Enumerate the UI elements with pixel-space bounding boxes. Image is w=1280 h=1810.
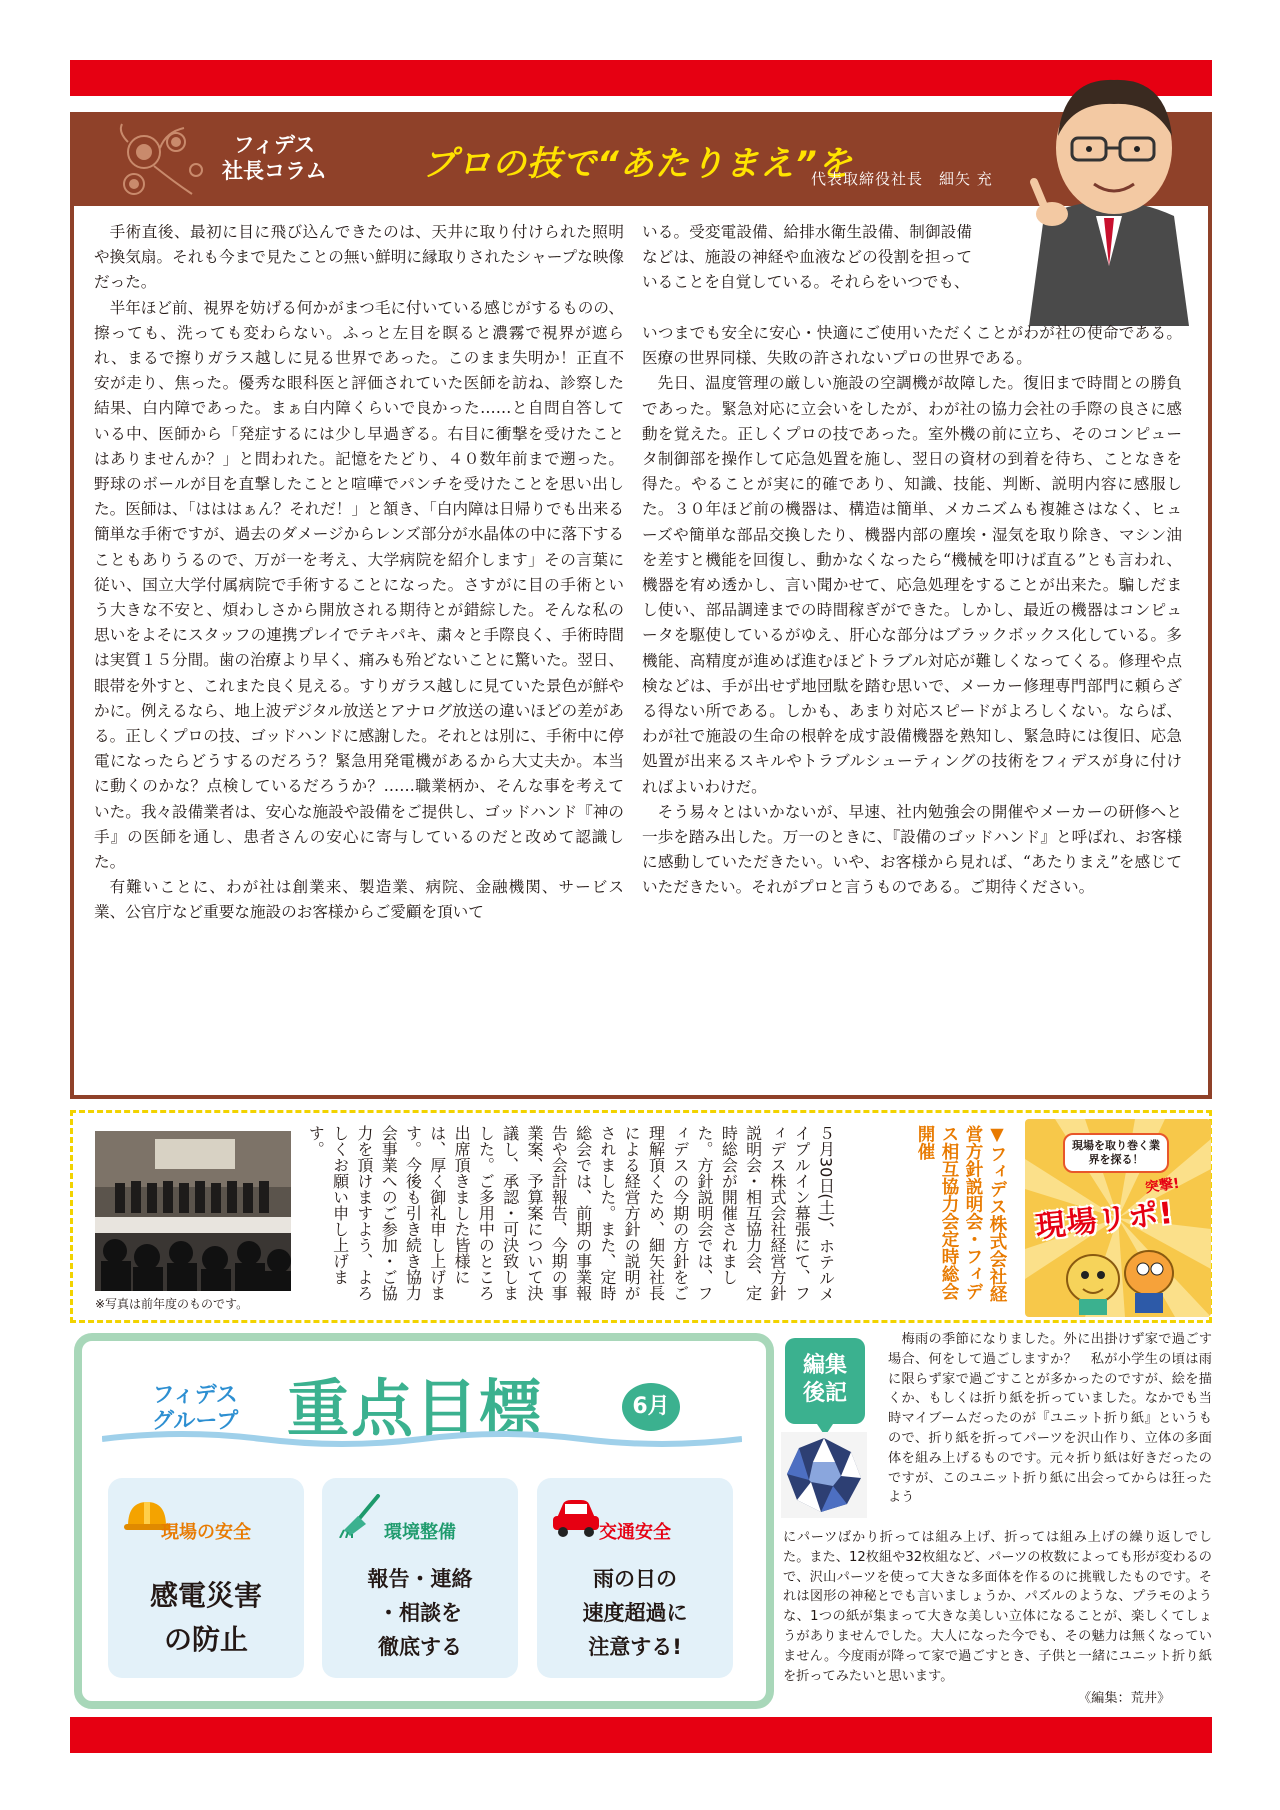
goal-line: 速度超過に	[582, 1601, 688, 1625]
column-paragraph: 先日、温度管理の厳しい施設の空調機が故障した。復旧まで時間との勝負であった。緊急対応に立会いをしたが、わが社の協力会社の手際の良さに感動を覚えた。正しくプロの技であった。室外機の前に立ち、そのコンピュータ制御部を操作して応急処置を施し、翌日の資材の到着を待ち、ことなきを得た。やることが実に的確であり、知識、技能、判断、説明内容に感服した。３０年ほど前の機器は、構造は簡単、メカニズムも複雑さはなく、ヒューズや簡単な部品交換したり、機器内部の塵埃・湿気を取り除き、マシン油を差すと機能を回復し、動かなくなったら“機械を叩けば直る”とも言われ、機器を宥め透かし、言い聞かせて、応急処理をすることが出来た。騙しだまし使い、部品調達までの時間稼ぎができた。しかし、最近の機器はコンピュータを駆使しているがゆえ、肝心な部分はブラックボックス化している。多機能、高精度が進めば進むほどトラブル対応が難しくなってくる。修理や点検などは、手が出せず地団駄を踏む思いで、メーカー修理専門部門に頼らざる得ない所である。しかも、あまり対応スピードがよろしくない。ならば、わが社で施設の生命の根幹を成す設備機器を熟知し、緊急時には復旧、応急処置が出来るスキルやトラブルシューティングの技術をフィデスが身に付ければよいわけだ。	[642, 374, 1182, 796]
goal-line: の防止	[163, 1623, 248, 1656]
goal-line: 徹底する	[378, 1635, 462, 1659]
column-paragraph: 有難いことに、わが社は創業来、製造業、病院、金融機関、サービス業、公官庁など重要な施設のお客様からご愛顧を頂いて	[94, 878, 624, 922]
goal-text	[322, 1562, 518, 1664]
editor-signature: 《編集：荒井》	[1078, 1691, 1171, 1706]
column-right-text	[642, 321, 1182, 901]
column-left-text	[94, 220, 624, 926]
column-paragraph: いる。受変電設備、給排水衛生設備、制御設備などは、施設の神経や血液などの役割を担っていることを自覚している。それらをいつでも、	[642, 223, 972, 292]
group-line1: フィデス	[152, 1383, 238, 1408]
president-column	[70, 112, 1212, 1099]
goal-line: 感電災害	[149, 1579, 262, 1612]
badge-tag: 突撃!	[1144, 1175, 1181, 1197]
column-paragraph: 半年ほど前、視界を妨げる何かがまつ毛に付いている感じがするものの、擦っても、洗っても変わらない。ふっと左目を瞑ると濃霧で視界が遮られ、まるで擦りガラス越しに見る世界であった。このまま失明か！正直不安が走り、焦った。優秀な眼科医と評価されていた医師を訪ね、診察した結果、白内障であった。まぁ白内障くらいで良かった……と自問自答している中、医師から「発症するには少し早過ぎる。右目に衝撃を受けたことはありませんか？」と問われた。記憶をたどり、４０数年前まで遡った。野球のボールが目を直撃したことと喧嘩でパンチを受けたことを思い出した。医師は、「はははぁん？それだ！」と頷き、「白内障は日帰りでも出来る簡単な手術ですが、過去のダメージからレンズ部分が水晶体の中に落下することもありうるので、万が一を考え、大学病院を紹介します」その言葉に従い、国立大学付属病院で手術することになった。さすがに目の手術という大きな不安と、煩わしさから開放される期待とが錯綜した。そんな私の思いをよそにスタッフの連携プレイでテキパキ、粛々と手際良く、手術時間は実質１５分間。歯の治療より早く、痛みも殆どないことに驚いた。翌日、眼帯を外すと、これまた良く見える。すりガラス越しに見ていた景色が鮮やかに。例えるなら、地上波デジタル放送とアナログ放送の違いほどの差がある。正しくプロの技、ゴッドハンドに感謝した。それとは別に、手術中に停電になったらどうするのだろう？緊急用発電機があるから大丈夫か。本当に動くのかな？点検しているだろうか？……職業柄か、そんな事を考えていた。我々設備業者は、安心な施設や設備をご提供し、ゴッドハンド『神の手』の医師を通し、患者さんの安心に寄与しているのだと改めて認識した。	[94, 298, 624, 872]
meeting-photo	[95, 1131, 291, 1291]
goal-card-traffic-safety	[537, 1478, 733, 1678]
editor-note-text-bottom: にパーツばかり折っては組み上げ、折っては組み上げの繰り返しでした。また、12枚組や32枚組など、パーツの枚数によっても形が変わるので、沢山パーツを使って大きな多面体を作るのに挑戦したものです。それは図形の神秘とでも言いましょうか、パズルのような、プラモのような、1つの紙が集まって大きな美しい立体になることが、楽しくてしょうがありませんでした。大人になった今でも、その魅力は無くなっていません。今度雨が降って家で過ごすとき、子供と一緒にユニット折り紙を折ってみたいと思います。	[783, 1530, 1212, 1684]
editor-note-text-top: 梅雨の季節になりました。外に出掛けず家で過ごす場合、何をして過ごしますか？ 私が小学生の頃は雨に限らず家で過ごすことが多かったのですが、絵を描くか、もしくは折り紙を折っていました。なかでも当時マイブームだったのが『ユニット折り紙』というもので、折り紙を折ってパーツを沢山作り、立体の多面体を組み上げるものです。元々折り紙は好きだったのですが、このユニット折り紙に出会ってからは狂ったよう	[888, 1332, 1212, 1506]
goals-group-label	[152, 1383, 238, 1435]
goal-line: 雨の日の	[593, 1567, 677, 1591]
bottom-red-bar	[70, 1717, 1212, 1753]
goal-label: 環境整備	[384, 1522, 456, 1543]
goal-card-site-safety	[108, 1478, 304, 1678]
goal-label: 現場の安全	[161, 1522, 251, 1543]
badge-line1: 編集	[802, 1353, 847, 1378]
badge-subtitle: 現場を取り巻く業界を探る！	[1063, 1133, 1169, 1173]
president-caricature-image	[1004, 66, 1214, 326]
series-line1: フィデス	[233, 133, 316, 157]
column-title: プロの技で“あたりまえ”を	[422, 144, 853, 184]
unit-origami-photo	[781, 1432, 867, 1518]
badge-title: 現場リポ!	[1033, 1195, 1176, 1246]
focus-goals-panel	[74, 1333, 774, 1709]
column-author: 代表取締役社長 細矢 充	[811, 170, 993, 188]
goals-title: 重点目標	[287, 1372, 544, 1445]
series-line2: 社長コラム	[222, 159, 327, 183]
column-series-label	[222, 132, 327, 184]
column-paragraph: そう易々とはいかないが、早速、社内勉強会の開催やメーカーの研修へと一歩を踏み出した。万一のときに、『設備のゴッドハンド』と呼ばれ、お客様に感動していただきたい。いや、お客様から見れば、“あたりまえ”を感じていただきたい。それがプロと言うものである。ご期待ください。	[642, 802, 1182, 897]
mascot-characters-icon	[1053, 1239, 1193, 1315]
report-heading: ▼フィデス株式会社経営方針説明会・フィデス相互協力会定時総会開催	[915, 1125, 1007, 1303]
report-body-text: ５月30日(土)、ホテルメイプルイン幕張にて、フィデス株式会社経営方針説明会・相互協力会、定時総会が開催されました。方針説明会では、フィデスの今期の方針をご理解頂くため、細矢社長による経営方針の説明がされました。また、定時総会では、前期の事業報告や会計報告、今期の事業案、予算案について決議し、承認・可決致しました。ご多用中のところ出席頂きました皆様には、厚く御礼申し上げます。今後も引き続き協力会事業へのご参加・ご協力を頂けますよう、よろしくお願い申し上げます。	[306, 1125, 836, 1302]
goal-line: 注意する!	[588, 1635, 682, 1659]
site-report-badge	[1025, 1119, 1211, 1317]
column-paragraph: 手術直後、最初に目に飛び込んできたのは、天井に取り付けられた照明や換気扇。それも今まで見たことの無い鮮明に縁取りされたシャープな映像だった。	[94, 223, 624, 292]
flower-decoration-icon	[114, 122, 224, 206]
goal-line: 報告・連絡	[367, 1567, 473, 1591]
brush-wave-decoration	[102, 1429, 742, 1449]
group-line2: グループ	[152, 1409, 239, 1434]
badge-line2: 後記	[802, 1381, 847, 1406]
column-right-top-text	[642, 220, 972, 296]
goal-line: ・相談を	[378, 1601, 462, 1625]
column-paragraph: いつまでも安全に安心・快適にご使用いただくことがわが社の使命である。医療の世界同様、失敗の許されないプロの世界である。	[642, 324, 1182, 368]
site-report-section	[70, 1110, 1212, 1323]
photo-caption: ※写真は前年度のものです。	[95, 1297, 249, 1311]
goal-label: 交通安全	[599, 1522, 671, 1543]
editor-note-badge	[785, 1338, 865, 1424]
goal-text	[108, 1574, 304, 1662]
goal-card-environment	[322, 1478, 518, 1678]
goal-text	[537, 1562, 733, 1664]
goals-month-badge: 6月	[622, 1383, 680, 1431]
